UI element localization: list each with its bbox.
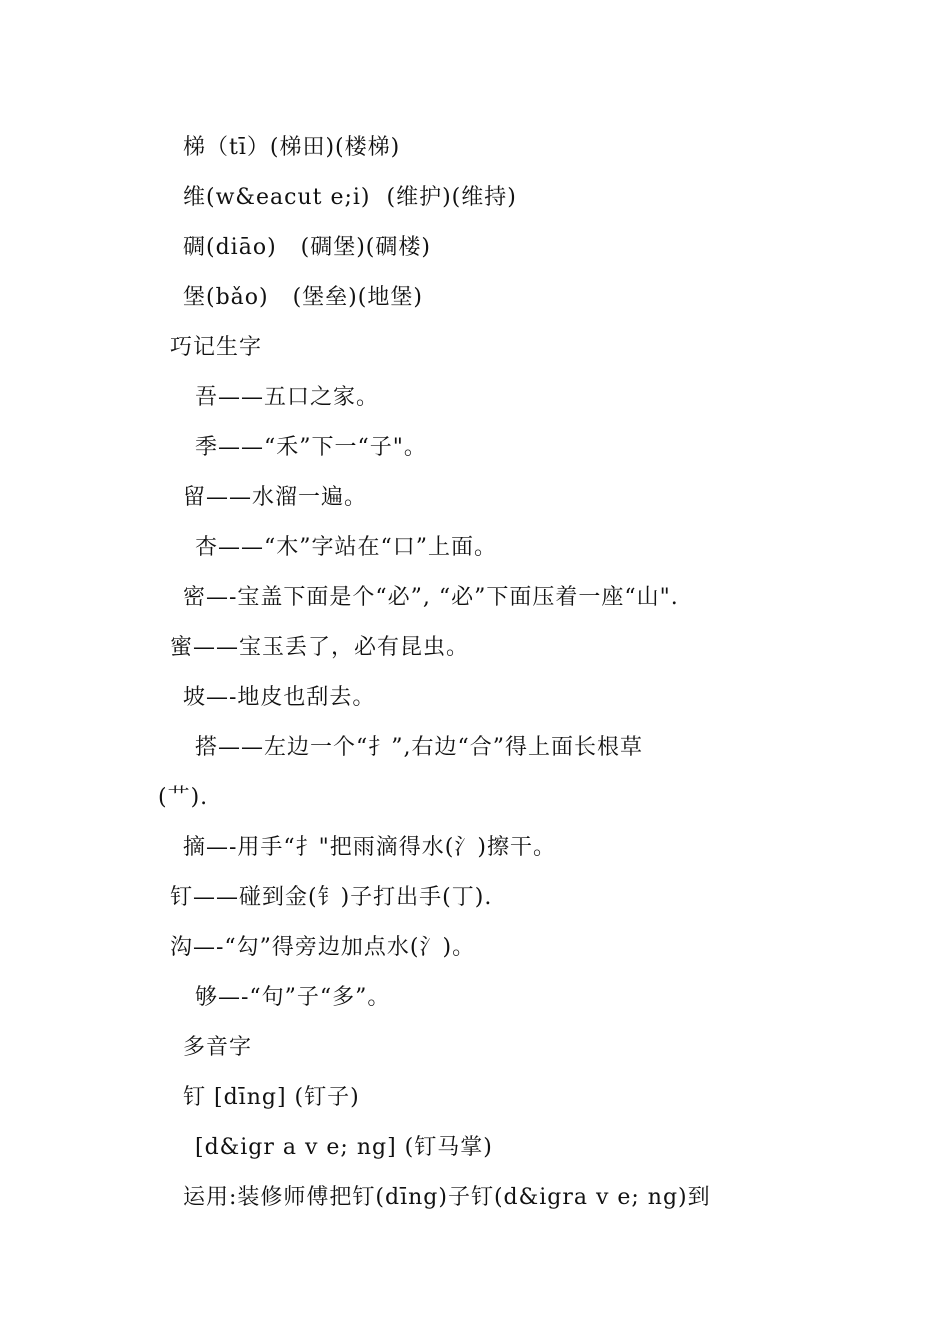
memory-line-mi-secret: 密—-宝盖下面是个“必”, “必”下面压着一座“山". xyxy=(183,585,679,610)
memory-line-wu: 吾——五口之家。 xyxy=(195,385,380,410)
polyphone-line-ding1: 钉 [dīng] (钉子) xyxy=(183,1085,360,1110)
memory-line-da: 搭——左边一个“扌”,右边“合”得上面长根草 xyxy=(195,735,643,760)
vocab-line-diao: 碉(diāo) (碉堡)(碉楼) xyxy=(183,235,431,260)
memory-line-liu: 留——水溜一遍。 xyxy=(183,485,368,510)
memory-line-zhai: 摘—-用手“扌"把雨滴得水(氵)擦干。 xyxy=(183,835,556,860)
memory-line-gou-ditch: 沟—-“勾”得旁边加点水(氵)。 xyxy=(170,935,476,960)
section-heading-memory: 巧记生字 xyxy=(170,335,263,360)
memory-line-po: 坡—-地皮也刮去。 xyxy=(183,685,376,710)
usage-line: 运用:装修师傅把钉(dīng)子钉(d&igra v e; ng)到 xyxy=(183,1185,711,1210)
memory-line-da-cont: (艹). xyxy=(158,785,209,810)
vocab-line-bao: 堡(bǎo) (堡垒)(地堡) xyxy=(183,285,423,310)
section-heading-polyphone: 多音字 xyxy=(183,1035,253,1060)
vocab-line-wei: 维(w&eacut e;i) (维护)(维持) xyxy=(183,185,517,210)
memory-line-gou-enough: 够—-“句”子“多”。 xyxy=(195,985,391,1010)
memory-line-xing: 杏——“木”字站在“口”上面。 xyxy=(195,535,497,560)
vocab-line-ti: 梯（tī）(梯田)(楼梯) xyxy=(183,135,401,160)
polyphone-line-ding2: [d&igr a v e; ng] (钉马掌) xyxy=(195,1135,493,1160)
memory-line-ji: 季——“禾”下一“子"。 xyxy=(195,435,427,460)
memory-line-mi-honey: 蜜——宝玉丢了，必有昆虫。 xyxy=(170,635,470,660)
memory-line-ding: 钉——碰到金(钅)子打出手(丁). xyxy=(170,885,493,910)
